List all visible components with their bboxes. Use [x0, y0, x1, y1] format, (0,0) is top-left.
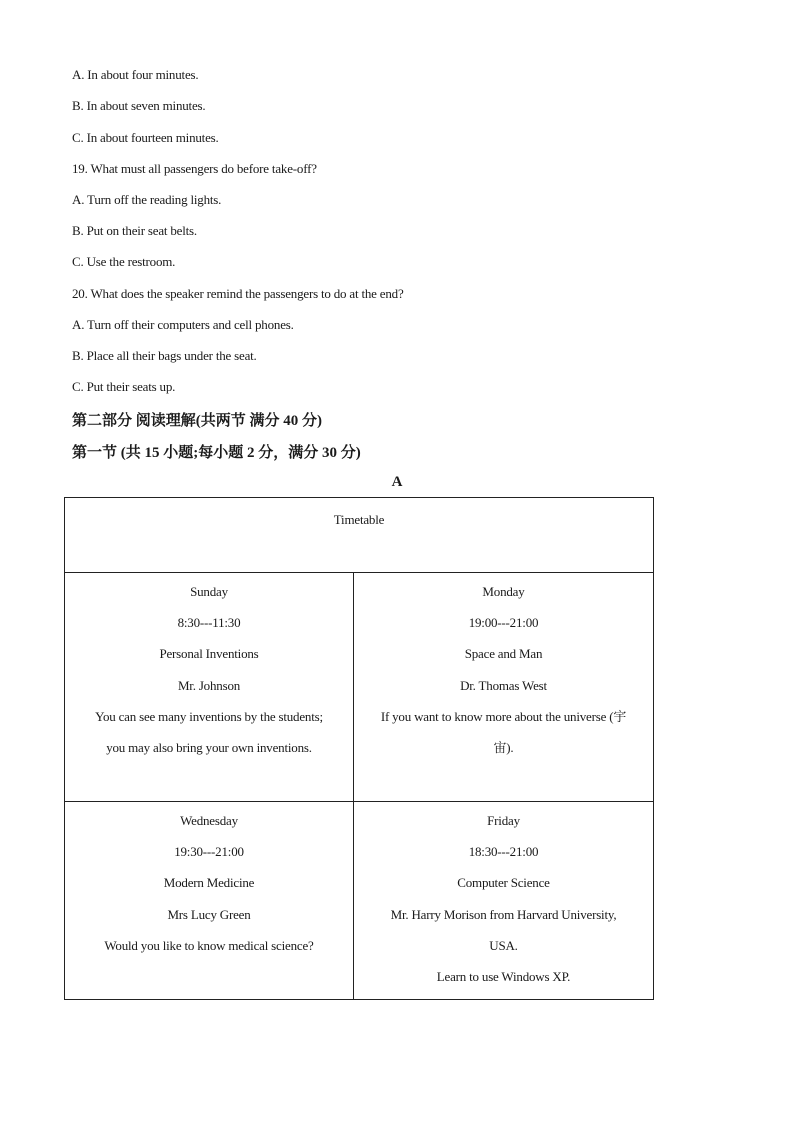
q20-option-c: C. Put their seats up.: [72, 379, 176, 394]
session-course: Computer Science: [457, 875, 550, 891]
q20-option-a: A. Turn off their computers and cell phones.: [72, 317, 294, 332]
session-desc: You can see many inventions by the students;: [95, 708, 323, 724]
session-time: 19:00---21:00: [468, 615, 539, 631]
session-day: Sunday: [190, 584, 228, 599]
session-friday: [354, 802, 654, 1000]
q18-option-a: A. In about four minutes.: [72, 67, 199, 82]
session-desc: Would you like to know medical science?: [104, 937, 314, 953]
passage-letter: A: [391, 474, 403, 490]
q19-option-b: B. Put on their seat belts.: [72, 223, 197, 238]
session-time: 19:30---21:00: [174, 844, 244, 860]
q19-option-c: C. Use the restroom.: [72, 254, 176, 269]
session-teacher: Mr. Johnson: [177, 677, 241, 693]
session-day: Wednesday: [180, 813, 238, 828]
session-sunday: [65, 573, 354, 802]
timetable-title: Timetable: [333, 512, 385, 527]
session-desc: USA.: [489, 937, 518, 953]
session-monday: [354, 573, 654, 802]
session-time: 18:30---21:00: [468, 844, 539, 860]
q20-option-b: B. Place all their bags under the seat.: [72, 348, 257, 363]
session-desc: If you want to know more about the universe (宇: [380, 708, 627, 724]
session-wednesday: [65, 802, 354, 1000]
part2-title: 第二部分 阅读理解(共两节 满分 40 分): [72, 413, 322, 429]
session-teacher: Dr. Thomas West: [460, 677, 547, 693]
session-desc: Learn to use Windows XP.: [436, 969, 571, 985]
session-day: Monday: [482, 584, 525, 599]
q19-stem: 19. What must all passengers do before take-off?: [72, 161, 317, 176]
session-course: Personal Inventions: [159, 646, 259, 662]
session-time: 8:30---11:30: [177, 615, 241, 631]
session-desc: 宙).: [493, 740, 514, 756]
timetable: [64, 497, 654, 1000]
section1-title: 第一节 (共 15 小题;每小题 2 分，满分 30 分): [72, 445, 361, 461]
session-day: Friday: [487, 813, 520, 828]
session-course: Space and Man: [464, 646, 543, 662]
session-desc: you may also bring your own inventions.: [106, 740, 312, 756]
session-teacher: Mr. Harry Morison from Harvard University,: [390, 906, 617, 922]
session-course: Modern Medicine: [163, 875, 255, 891]
session-teacher: Mrs Lucy Green: [167, 906, 251, 922]
q20-stem: 20. What does the speaker remind the passengers to do at the end?: [72, 286, 404, 301]
q19-option-a: A. Turn off the reading lights.: [72, 192, 222, 207]
q18-option-c: C. In about fourteen minutes.: [72, 130, 219, 145]
q18-option-b: B. In about seven minutes.: [72, 98, 206, 113]
timetable-header: [65, 498, 654, 573]
